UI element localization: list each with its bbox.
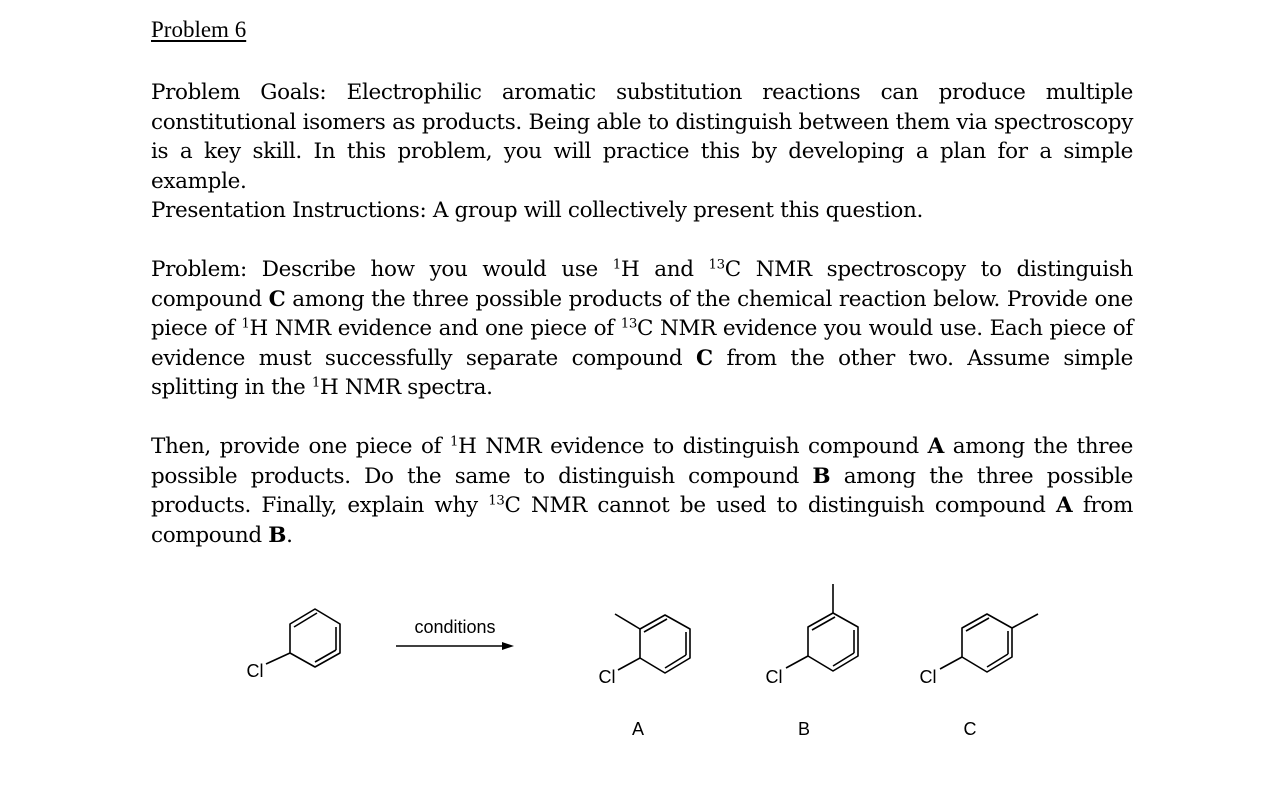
reaction-scheme — [0, 570, 1284, 770]
chlorine-label-a: Cl — [598, 667, 616, 687]
then-paragraph: Then, provide one piece of $^1$H NMR evidence to distinguish compound A among the three possible products. Do the same to distinguish compound B among the three possible products. Finally, explain why $^{13}$C NMR cannot be used to distinguish compound A from compound B. — [151, 434, 1133, 548]
product-b-structure — [786, 584, 858, 671]
product-a-label: A — [631, 719, 645, 739]
chlorobenzene-structure — [266, 609, 340, 667]
product-c-structure — [940, 614, 1038, 672]
product-c-label: C — [963, 719, 977, 739]
product-a-structure — [615, 614, 690, 673]
presentation-instructions-paragraph: Presentation Instructions: A group will collectively present this question. — [151, 198, 924, 223]
page-title: Problem 6 — [151, 17, 247, 42]
product-b-label: B — [797, 719, 811, 739]
chlorine-label-b: Cl — [765, 667, 783, 687]
problem-paragraph: Problem: Describe how you would use $^1$H and $^{13}$C NMR spectroscopy to distinguish compound C among the three possible products of the chemical reaction below. Provide one piece of $^1$H NMR evidence and one piece of $^{13}$C NMR evidence you would use. Each piece of evidence must successfully separate compound C from the other two. Assume simple splitting in the $^1$H NMR spectra. — [151, 257, 1134, 401]
reaction-arrow — [396, 642, 514, 650]
arrow-label: conditions — [414, 617, 496, 637]
chlorine-label-start: Cl — [246, 661, 264, 681]
chlorine-label-c: Cl — [919, 667, 937, 687]
problem-goals-paragraph: Problem Goals: Electrophilic aromatic substitution reactions can produce multiple constitutional isomers as products. Being able to distinguish between them via spectroscopy is a key skill. In this problem, you will practice this by developing a plan for a simple example. — [151, 80, 1133, 194]
